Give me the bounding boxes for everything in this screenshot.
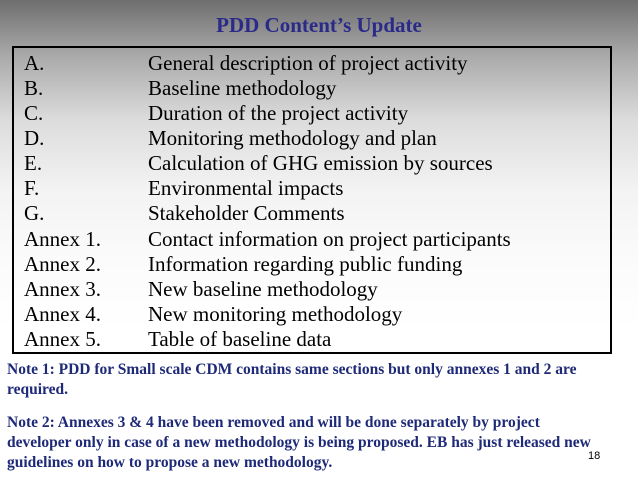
note-annexes-removed: Note 2: Annexes 3 & 4 have been removed and will be done separately by project developer only in case of a new methodology is being proposed. EB has just released new guidelines on how to propose a new methodology. bbox=[7, 414, 591, 471]
section-title: Duration of the project activity bbox=[148, 101, 409, 125]
section-key: G. bbox=[24, 201, 45, 225]
section-key: F. bbox=[24, 176, 40, 200]
section-title: Contact information on project participants bbox=[148, 227, 511, 251]
section-title: Environmental impacts bbox=[148, 176, 344, 200]
page-number: 18 bbox=[588, 450, 601, 462]
section-key: Annex 2. bbox=[24, 252, 101, 276]
section-title: Stakeholder Comments bbox=[148, 201, 345, 225]
note-small-scale: Note 1: PDD for Small scale CDM contains same sections but only annexes 1 and 2 are required. bbox=[7, 361, 577, 398]
section-title: Table of baseline data bbox=[148, 327, 332, 351]
slide-title: PDD Content’s Update bbox=[216, 13, 422, 37]
section-title: Monitoring methodology and plan bbox=[148, 126, 437, 150]
section-key: Annex 4. bbox=[24, 302, 101, 326]
section-key: Annex 3. bbox=[24, 277, 101, 301]
section-title: New monitoring methodology bbox=[148, 302, 403, 326]
section-key: Annex 5. bbox=[24, 327, 101, 351]
contents-table bbox=[12, 46, 612, 354]
section-key: B. bbox=[24, 76, 44, 100]
section-key: Annex 1. bbox=[24, 227, 101, 251]
section-key: E. bbox=[24, 151, 43, 175]
section-key: C. bbox=[24, 101, 44, 125]
section-title: General description of project activity bbox=[148, 51, 468, 75]
section-title: Calculation of GHG emission by sources bbox=[148, 151, 493, 175]
section-key: A. bbox=[24, 51, 45, 75]
section-title: Baseline methodology bbox=[148, 76, 337, 100]
section-title: New baseline methodology bbox=[148, 277, 378, 301]
section-title: Information regarding public funding bbox=[148, 252, 463, 276]
section-key: D. bbox=[24, 126, 45, 150]
